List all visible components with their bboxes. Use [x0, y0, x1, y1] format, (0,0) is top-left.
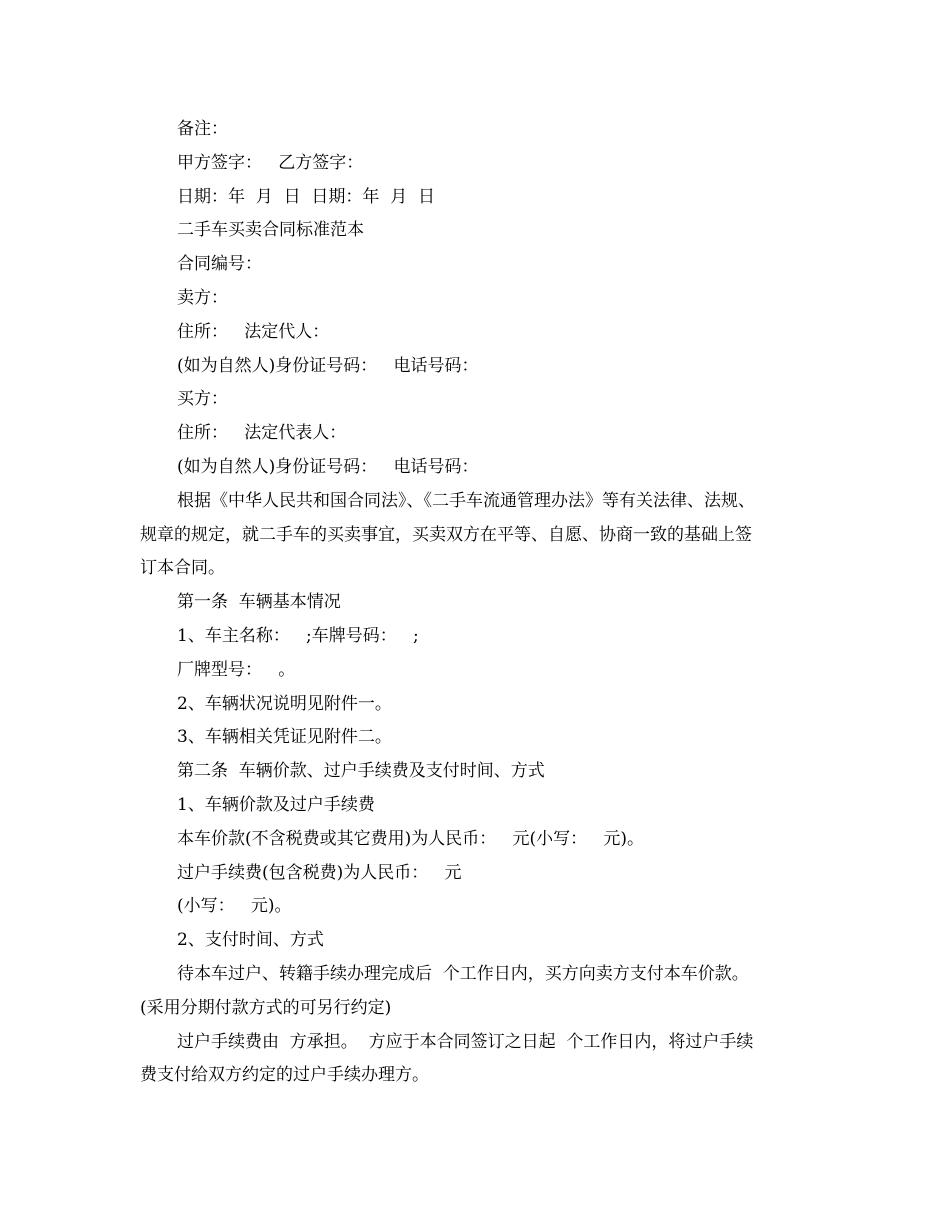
- model-line: 厂牌型号： 。: [177, 659, 296, 680]
- preamble-line: 根据《中华人民共和国合同法》、《二手车流通管理办法》等有关法律、法规、: [177, 490, 755, 511]
- buyer-id-phone-line: (如为自然人)身份证号码： 电话号码：: [177, 456, 479, 477]
- contract-number-line: 合同编号：: [177, 254, 262, 275]
- preamble-line: 规章的规定，就二手车的买卖事宜，买卖双方在平等、自愿、协商一致的基础上签: [140, 524, 752, 545]
- article-one-heading: 第一条 车辆基本情况: [177, 592, 341, 613]
- transfer-fee-responsibility-line: 过户手续费由 方承担。 方应于本合同签订之日起 个工作日内，将过户手续: [177, 1031, 754, 1052]
- remarks-line: 备注：: [177, 119, 228, 139]
- seller-line: 卖方：: [177, 287, 228, 308]
- vehicle-price-line: 本车价款(不含税费或其它费用)为人民币： 元(小写： 元)。: [177, 828, 644, 849]
- buyer-address-line: 住所： 法定代表人：: [177, 423, 347, 444]
- transfer-fee-lowercase-line: (小写： 元)。: [177, 896, 292, 917]
- signature-line: 甲方签字： 乙方签字：: [177, 152, 364, 173]
- owner-plate-line: 1、车主名称： ;车牌号码： ;: [177, 625, 419, 646]
- installment-note-line: (采用分期付款方式的可另行约定): [140, 997, 392, 1018]
- buyer-line: 买方：: [177, 389, 228, 410]
- price-fee-heading: 1、车辆价款及过户手续费: [177, 794, 375, 815]
- date-line: 日期：年 月 日 日期：年 月 日: [177, 186, 436, 207]
- seller-id-phone-line: (如为自然人)身份证号码： 电话号码：: [177, 355, 479, 376]
- vehicle-condition-line: 2、车辆状况说明见附件一。: [177, 693, 392, 714]
- document-body: [140, 113, 820, 1093]
- transfer-fee-responsibility-line: 费支付给双方约定的过户手续办理方。: [140, 1065, 429, 1086]
- vehicle-documents-line: 3、车辆相关凭证见附件二。: [177, 727, 392, 748]
- transfer-fee-line: 过户手续费(包含税费)为人民币： 元: [177, 862, 462, 883]
- document-title: 二手车买卖合同标准范本: [177, 220, 364, 241]
- article-two-heading: 第二条 车辆价款、过户手续费及支付时间、方式: [177, 761, 545, 782]
- preamble-line: 订本合同。: [140, 558, 225, 579]
- payment-heading: 2、支付时间、方式: [177, 930, 324, 951]
- seller-address-line: 住所： 法定代人：: [177, 321, 330, 342]
- payment-line: 待本车过户、转籍手续办理完成后 个工作日内，买方向卖方支付本车价款。: [177, 963, 749, 984]
